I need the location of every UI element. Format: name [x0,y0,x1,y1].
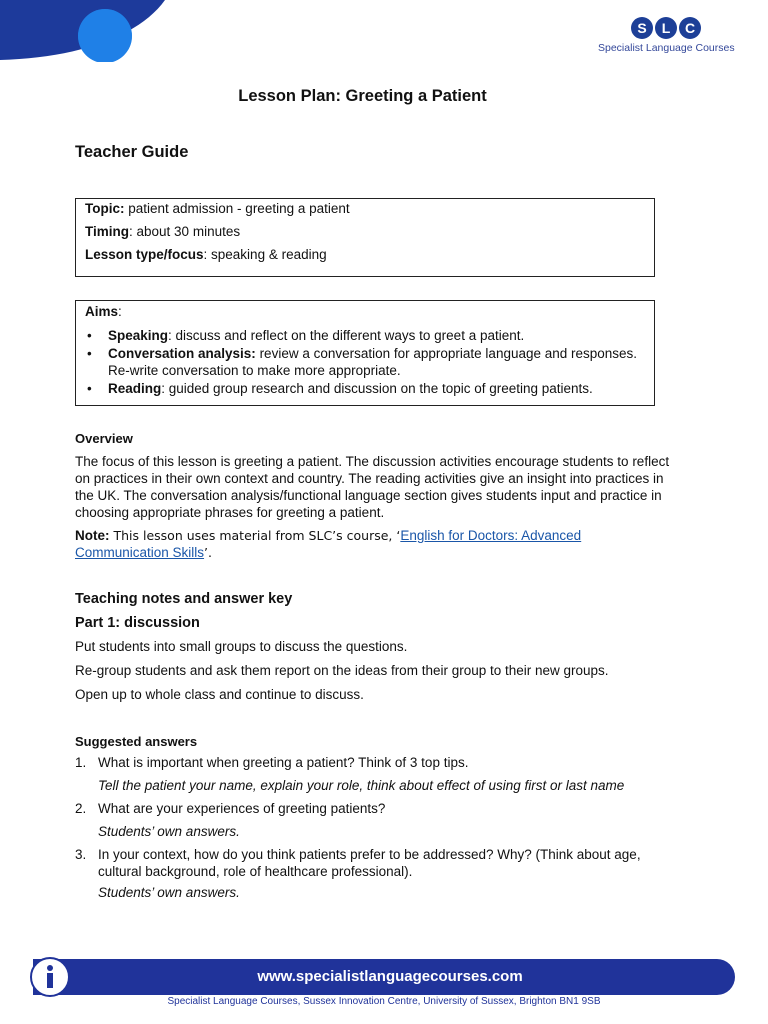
teaching-line: Put students into small groups to discuss the questions. [75,639,408,654]
topic-value: patient admission - greeting a patient [124,201,350,216]
timing-value: : about 30 minutes [129,224,241,239]
question-item [75,800,675,840]
overview-note [75,527,675,561]
aim-text: : guided group research and discussion on the topic of greeting patients. [161,380,593,396]
answers-section [75,733,675,901]
footer-url[interactable]: www.specialistlanguagecourses.com [257,968,523,985]
aim-label: Reading [108,380,162,396]
course-link[interactable]: English for Doctors: Advanced Communication Skills [75,528,582,560]
question-text: In your context, how do you think patients prefer to be addressed? Why? (Think about age, cultural background, role of healthcare professional). [98,847,641,879]
aim-label: Speaking [108,328,169,343]
question-text: What is important when greeting a patient? Think of 3 top tips. [98,755,469,770]
question-item [75,846,675,901]
question-text: What are your experiences of greeting patients? [98,801,386,816]
question-number: 3. [75,847,87,862]
aims-box [75,300,655,406]
topic-row [85,200,645,217]
question-item [75,754,675,794]
answers-heading: Suggested answers [75,734,198,749]
overview-heading: Overview [75,431,133,446]
aim-text: review a conversation for appropriate language and responses. Re-write conversation to make more appropriate. [108,345,638,378]
lesson-type-value: : speaking & reading [203,247,327,262]
overview-paragraph: The focus of this lesson is greeting a patient. The discussion activities encourage students to reflect on practices in their own context and country. The reading activities give an insight into practices in the UK. The conversation analysis/functional language section gives students input and practice in choosing appropriate phrases for greeting a patient. [75,454,670,520]
note-end: ’. [204,545,212,560]
topic-label: Topic: [85,201,125,216]
aims-heading [85,303,645,320]
part-heading: Part 1: discussion [75,615,200,631]
aim-item [85,327,645,345]
overview-section [75,430,675,561]
aim-item [85,380,645,398]
aim-label: Conversation analysis: [108,345,256,361]
aim-text: : discuss and reflect on the different ways to greet a patient. [168,328,525,343]
question-number: 1. [75,755,87,770]
logo-text: Specialist Language Courses [598,42,735,54]
logo-letter: S [631,17,653,39]
header-corner-graphic [0,0,170,62]
aims-label: Aims [85,304,119,319]
logo-letter: L [655,17,677,39]
answer-text: Students’ own answers. [98,824,240,839]
answer-text: Students’ own answers. [98,885,240,900]
logo-letter: C [679,17,701,39]
teaching-line: Re-group students and ask them report on the ideas from their group to their new groups. [75,663,609,678]
lesson-info-box [75,198,655,277]
info-icon [30,957,70,997]
aims-colon: : [118,304,122,319]
timing-row [85,223,645,240]
document-title: Lesson Plan: Greeting a Patient [238,87,487,105]
note-text: This lesson uses material from SLC’s course, ‘ [109,528,401,543]
lesson-type-label: Lesson type/focus [85,247,204,262]
aim-item [85,345,645,380]
note-label: Note: [75,528,110,543]
slc-logo [598,17,734,54]
question-number: 2. [75,801,87,816]
aims-list [85,327,645,397]
footer-address: Specialist Language Courses, Sussex Innovation Centre, University of Sussex, Brighton BN1 9SB [167,996,601,1007]
teaching-line: Open up to whole class and continue to discuss. [75,687,364,702]
timing-label: Timing [85,224,130,239]
teaching-heading: Teaching notes and answer key [75,591,293,607]
document-subtitle: Teacher Guide [75,143,189,161]
lesson-type-row [85,246,645,263]
teaching-section [75,591,675,703]
answer-text: Tell the patient your name, explain your role, think about effect of using first or last name [98,778,625,793]
